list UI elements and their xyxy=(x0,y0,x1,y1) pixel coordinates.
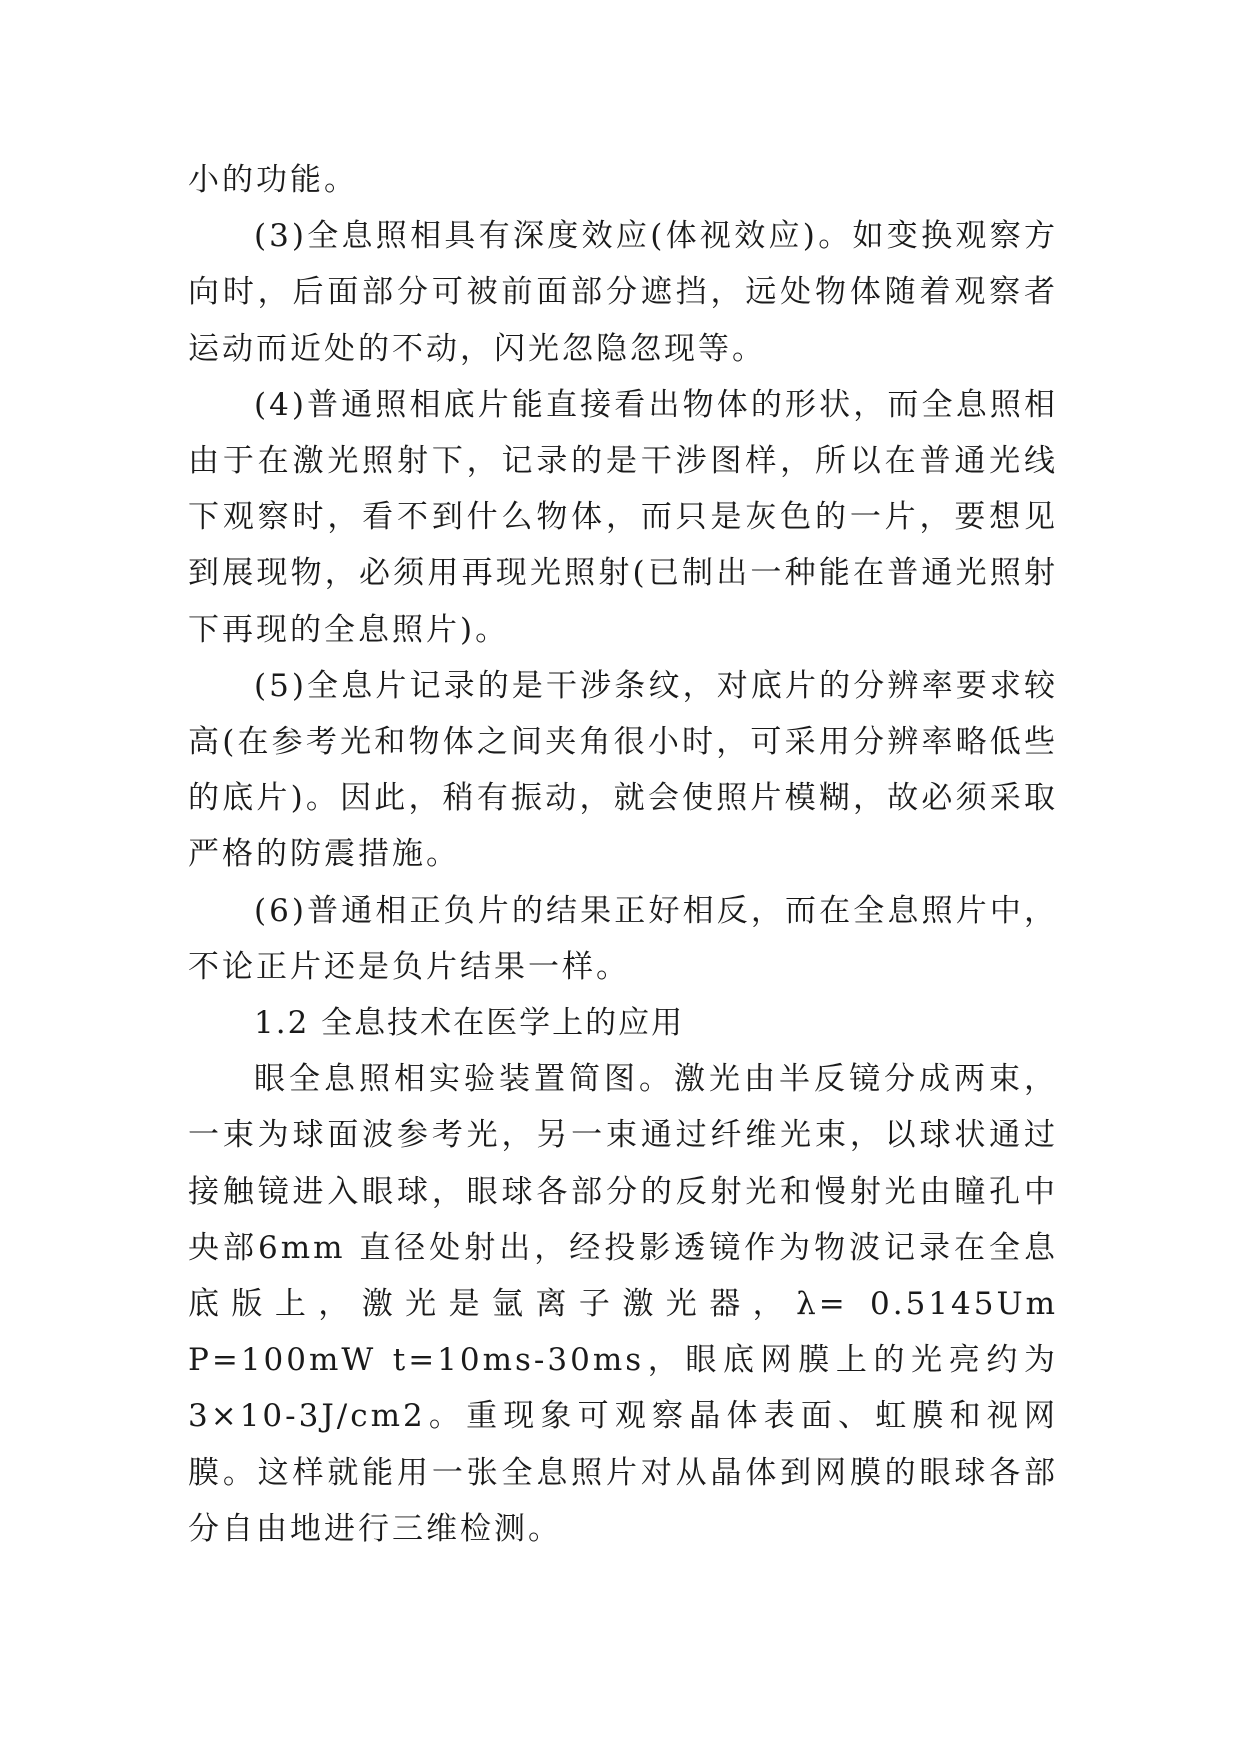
paragraph-continuation: 小的功能。 xyxy=(188,162,358,198)
section-heading: 1.2 全息技术在医学上的应用 xyxy=(254,1005,685,1042)
paragraph-item-3: (3)全息照相具有深度效应(体视效应)。如变换观察方向时，后面部分可被前面部分遮挡，远处物体随着观察者运动而近处的不动，闪光忽隐忽现等。 xyxy=(188,218,1058,367)
document-body xyxy=(188,152,1058,1557)
paragraph-item-4: (4)普通照相底片能直接看出物体的形状，而全息照相由于在激光照射下，记录的是干涉图样，所以在普通光线下观察时，看不到什么物体，而只是灰色的一片，要想见到展现物，必须用再现光照射(已制出一种能在普通光照射下再现的全息照片)。 xyxy=(188,386,1058,648)
paragraph-item-5: (5)全息片记录的是干涉条纹，对底片的分辨率要求较高(在参考光和物体之间夹角很小时，可采用分辨率略低些的底片)。因此，稍有振动，就会使照片模糊，故必须采取严格的防震措施。 xyxy=(188,667,1058,873)
paragraph-eye-holography: 眼全息照相实验装置简图。激光由半反镜分成两束，一束为球面波参考光，另一束通过纤维光束，以球状通过接触镜进入眼球，眼球各部分的反射光和慢射光由瞳孔中央部6mm 直径处射出，经投影透镜作为物波记录在全息底版上，激光是氩离子激光器，λ= 0.5145Um P=100mW t=10ms-30ms，眼底网膜上的光亮约为3×10-3J/cm2。重现象可观察晶体表面、虹膜和视网膜。这样就能用一张全息照片对从晶体到网膜的眼球各部分自由地进行三维检测。 xyxy=(188,1061,1058,1547)
paragraph-item-6: (6)普通相正负片的结果正好相反，而在全息照片中，不论正片还是负片结果一样。 xyxy=(188,892,1058,985)
